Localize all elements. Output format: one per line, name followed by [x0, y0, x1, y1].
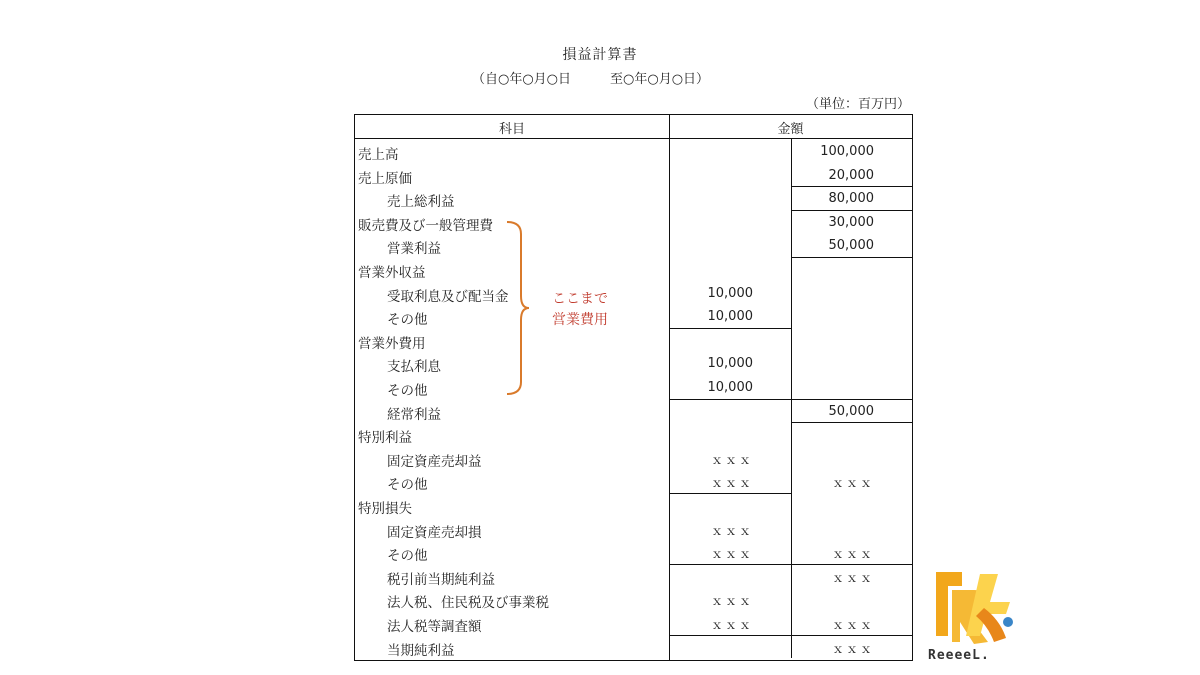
table-row — [355, 611, 912, 635]
table-row — [355, 139, 912, 163]
account-label: その他 — [387, 383, 428, 399]
table-row — [355, 446, 912, 470]
account-label: その他 — [387, 548, 428, 565]
detail-amount: 10,000 — [707, 285, 753, 301]
header-amount: 金額 — [777, 122, 804, 137]
table-row — [355, 422, 912, 446]
annotation-note — [552, 289, 608, 331]
grid-line — [791, 186, 912, 187]
table-row — [355, 469, 912, 493]
grid-line — [791, 210, 912, 211]
table-row — [355, 351, 912, 375]
detail-amount: ｘｘｘ — [710, 452, 753, 467]
table-row — [355, 328, 912, 352]
detail-amount: 10,000 — [707, 380, 753, 395]
account-label: 固定資産売却損 — [387, 524, 482, 541]
table-row — [355, 564, 912, 588]
logo-text: ReeeeL. — [928, 648, 990, 663]
detail-amount: ｘｘｘ — [710, 594, 753, 609]
income-statement-table — [354, 114, 913, 661]
grid-line — [791, 257, 912, 258]
curly-brace — [505, 220, 531, 396]
table-header — [355, 115, 912, 139]
detail-amount: ｘｘｘ — [710, 618, 753, 632]
table-row — [355, 163, 912, 187]
total-amount: 50,000 — [828, 238, 874, 254]
annotation-line-1: ここまで — [552, 291, 608, 307]
table-row — [355, 493, 912, 517]
grid-line — [669, 399, 791, 400]
table-row — [355, 635, 912, 659]
detail-amount: ｘｘｘ — [710, 476, 753, 491]
account-label: 法人税、住民税及び事業税 — [387, 595, 549, 612]
table-row — [355, 517, 912, 541]
account-label: 営業外費用 — [358, 335, 426, 352]
detail-amount: ｘｘｘ — [710, 547, 753, 562]
total-amount: 50,000 — [828, 403, 874, 419]
total-amount: 100,000 — [820, 144, 874, 159]
table-row — [355, 587, 912, 611]
total-amount: 30,000 — [828, 214, 874, 230]
table-row — [355, 375, 912, 399]
table-row — [355, 304, 912, 328]
account-label: 経常利益 — [387, 406, 441, 423]
account-label: 販売費及び一般管理費 — [358, 217, 493, 234]
account-label: その他 — [387, 312, 428, 329]
table-row — [355, 233, 912, 257]
account-label: 法人税等調査額 — [387, 619, 482, 635]
account-label: 当期純利益 — [387, 642, 455, 659]
table-row — [355, 540, 912, 564]
statement-period: （自○年○月○日 至○年○月○日） — [472, 72, 710, 87]
account-label: 特別損失 — [358, 501, 412, 517]
table-row — [355, 186, 912, 210]
account-label: 固定資産売却益 — [387, 453, 482, 470]
grid-line — [791, 635, 912, 636]
grid-line — [791, 564, 912, 565]
grid-line — [669, 328, 791, 329]
account-label: 営業利益 — [387, 241, 441, 258]
table-row — [355, 210, 912, 234]
total-amount: 20,000 — [828, 167, 874, 183]
total-amount: ｘｘｘ — [831, 476, 874, 491]
account-label: 受取利息及び配当金 — [387, 288, 509, 305]
grid-line — [669, 635, 791, 636]
account-label: 支払利息 — [387, 359, 441, 376]
grid-line — [669, 493, 791, 494]
table-row — [355, 281, 912, 305]
grid-line — [791, 399, 912, 400]
account-label: 売上高 — [358, 147, 399, 163]
account-label: 特別利益 — [358, 430, 412, 447]
account-label: 売上総利益 — [387, 194, 455, 211]
table-row — [355, 257, 912, 281]
grid-line — [669, 564, 791, 565]
total-amount: ｘｘｘ — [831, 618, 874, 632]
table-row — [355, 399, 912, 423]
grid-line — [791, 422, 912, 423]
account-label: その他 — [387, 477, 428, 494]
total-amount: 80,000 — [828, 191, 874, 207]
account-label: 営業外収益 — [358, 265, 426, 281]
account-label: 売上原価 — [358, 170, 412, 187]
total-amount: ｘｘｘ — [831, 641, 874, 656]
detail-amount: ｘｘｘ — [710, 523, 753, 538]
account-label: 税引前当期純利益 — [387, 571, 495, 588]
unit-label: （単位：百万円） — [806, 97, 911, 112]
total-amount: ｘｘｘ — [831, 570, 874, 585]
annotation-line-2: 営業費用 — [552, 312, 608, 328]
total-amount: ｘｘｘ — [831, 547, 874, 562]
detail-amount: 10,000 — [707, 309, 753, 325]
header-subject: 科目 — [498, 122, 525, 137]
statement-title: 損益計算書 — [562, 47, 638, 63]
detail-amount: 10,000 — [707, 356, 753, 372]
